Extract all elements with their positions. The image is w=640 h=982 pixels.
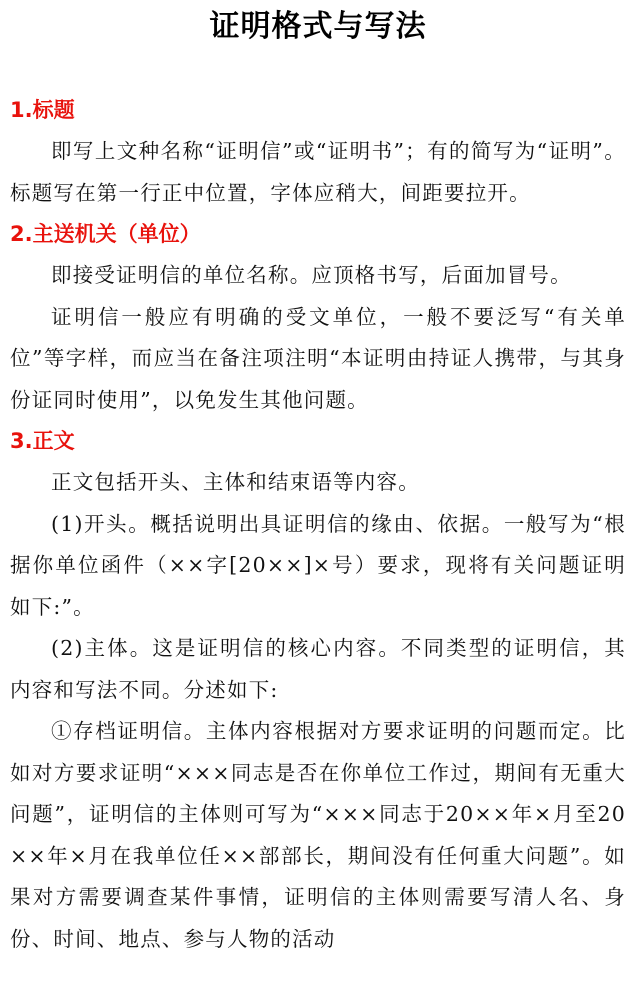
document-title: 证明格式与写法 [209, 9, 427, 44]
section-recipient [10, 214, 626, 421]
section-paragraph: 即写上文种名称“证明信”或“证明书”；有的简写为“证明”。标题写在第一行正中位置，字体应稍大，间距要拉开。 [10, 139, 626, 205]
section-paragraph: 正文包括开头、主体和结束语等内容。 [51, 470, 420, 494]
section-paragraph: (2)主体。这是证明信的核心内容。不同类型的证明信，其内容和写法不同。分述如下: [10, 636, 626, 702]
section-paragraph: 即接受证明信的单位名称。应顶格书写，后面加冒号。 [51, 263, 572, 287]
section-title [10, 90, 626, 214]
section-heading: 1.标题 [10, 98, 75, 122]
section-paragraph: (1)开头。概括说明出具证明信的缘由、依据。一般写为“根据你单位函件（××字[20××]×号）要求，现将有关问题证明如下:”。 [10, 511, 626, 619]
section-heading: 2.主送机关（单位） [10, 222, 201, 246]
section-paragraph: 证明信一般应有明确的受文单位，一般不要泛写“有关单位”等字样，而应当在备注项注明“本证明由持证人携带，与其身份证同时使用”，以免发生其他问题。 [10, 304, 626, 412]
title-spacer [10, 50, 626, 90]
section-heading: 3.正文 [10, 429, 75, 453]
section-paragraph: ①存档证明信。主体内容根据对方要求证明的问题而定。比如对方要求证明“×××同志是否在你单位工作过，期间有无重大问题”，证明信的主体则可写为“×××同志于20××年×月至20××年×月在我单位任××部部长，期间没有任何重大问题”。如果对方需要调查某件事情，证明信的主体则需要写清人名、身份、时间、地点、参与人物的活动 [10, 719, 626, 951]
section-body [10, 421, 626, 960]
